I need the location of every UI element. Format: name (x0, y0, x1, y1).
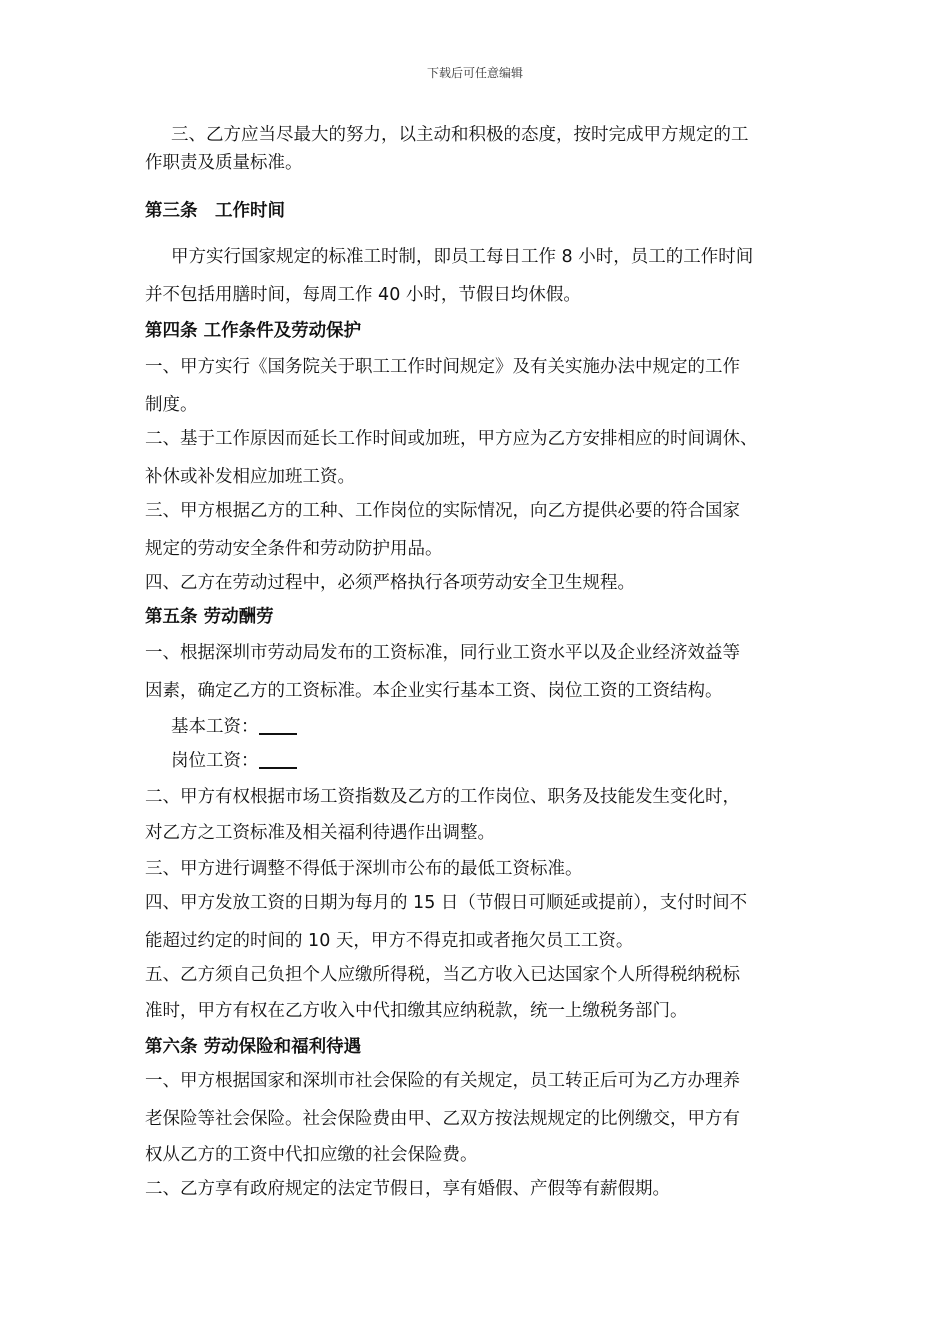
paragraph-line: 二、乙方享有政府规定的法定节假日，享有婚假、产假等有薪假期。 (145, 1179, 670, 1199)
paragraph-line: 三、乙方应当尽最大的努力，以主动和积极的态度，按时完成甲方规定的工 (171, 125, 749, 145)
paragraph-line: 对乙方之工资标准及相关福利待遇作出调整。 (145, 823, 495, 843)
paragraph-line: 能超过约定的时间的 10 天，甲方不得克扣或者拖欠员工工资。 (145, 931, 634, 951)
paragraph-line: 规定的劳动安全条件和劳动防护用品。 (145, 539, 443, 559)
paragraph-line: 甲方实行国家规定的标准工时制，即员工每日工作 8 小时，员工的工作时间 (171, 247, 754, 267)
base-salary-label: 基本工资： (171, 717, 259, 737)
paragraph-line: 准时，甲方有权在乙方收入中代扣缴其应纳税款，统一上缴税务部门。 (145, 1001, 688, 1021)
paragraph-line: 作职责及质量标准。 (145, 153, 303, 173)
section-heading-article-5: 第五条 劳动酬劳 (145, 607, 274, 627)
paragraph-line: 权从乙方的工资中代扣应缴的社会保险费。 (145, 1145, 478, 1165)
paragraph-line: 一、甲方实行《国务院关于职工工作时间规定》及有关实施办法中规定的工作 (145, 357, 740, 377)
paragraph-line: 一、甲方根据国家和深圳市社会保险的有关规定，员工转正后可为乙方办理养 (145, 1071, 740, 1091)
paragraph-line: 补休或补发相应加班工资。 (145, 467, 355, 487)
post-salary-label: 岗位工资： (171, 751, 259, 771)
post-salary-line (145, 748, 297, 774)
page-header: 下载后可任意编辑 (426, 66, 523, 80)
paragraph-line: 并不包括用膳时间，每周工作 40 小时，节假日均休假。 (145, 285, 581, 305)
base-salary-blank (259, 715, 297, 735)
paragraph-line: 四、甲方发放工资的日期为每月的 15 日（节假日可顺延或提前），支付时间不 (145, 893, 748, 913)
paragraph-line: 二、基于工作原因而延长工作时间或加班，甲方应为乙方安排相应的时间调休、 (145, 429, 758, 449)
section-heading-article-3: 第三条 工作时间 (145, 201, 285, 221)
post-salary-blank (259, 749, 297, 769)
paragraph-line: 制度。 (145, 395, 198, 415)
section-heading-article-6: 第六条 劳动保险和福利待遇 (145, 1037, 362, 1057)
paragraph-line: 三、甲方进行调整不得低于深圳市公布的最低工资标准。 (145, 859, 583, 879)
paragraph-line: 三、甲方根据乙方的工种、工作岗位的实际情况，向乙方提供必要的符合国家 (145, 501, 740, 521)
section-heading-article-4: 第四条 工作条件及劳动保护 (145, 321, 362, 341)
paragraph-line: 二、甲方有权根据市场工资指数及乙方的工作岗位、职务及技能发生变化时， (145, 787, 740, 807)
base-salary-line (145, 714, 297, 740)
paragraph-line: 五、乙方须自己负担个人应缴所得税，当乙方收入已达国家个人所得税纳税标 (145, 965, 740, 985)
paragraph-line: 因素，确定乙方的工资标准。本企业实行基本工资、岗位工资的工资结构。 (145, 681, 723, 701)
paragraph-line: 老保险等社会保险。社会保险费由甲、乙双方按法规规定的比例缴交，甲方有 (145, 1109, 740, 1129)
paragraph-line: 一、根据深圳市劳动局发布的工资标准，同行业工资水平以及企业经济效益等 (145, 643, 740, 663)
paragraph-line: 四、乙方在劳动过程中，必须严格执行各项劳动安全卫生规程。 (145, 573, 635, 593)
